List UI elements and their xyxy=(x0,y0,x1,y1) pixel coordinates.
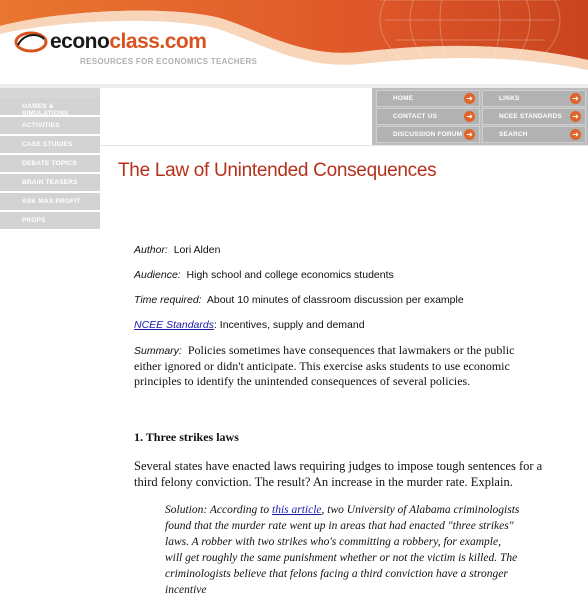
sidebar-item-ask-max-profit[interactable] xyxy=(0,193,100,211)
sidebar-item-label: PROPS xyxy=(22,217,46,224)
solution-label: Solution: According to xyxy=(165,504,273,516)
summary-label: Summary: xyxy=(134,345,182,357)
sidebar-item-brain-teasers[interactable] xyxy=(0,174,100,192)
section-1-question: Several states have enacted laws requiring judges to impose tough sentences for a third felony conviction. The result? An increase in the murder rate. Explain. xyxy=(134,459,543,489)
sidebar-item-games-simulations[interactable] xyxy=(0,98,100,116)
time-line xyxy=(134,294,464,306)
summary-paragraph xyxy=(134,343,534,389)
nav-search-button[interactable] xyxy=(482,126,586,143)
logo-text xyxy=(50,30,206,54)
arrow-right-icon: ➜ xyxy=(464,93,475,104)
arrow-right-icon: ➜ xyxy=(570,93,581,104)
logo-mark-icon xyxy=(14,31,48,53)
arrow-right-icon: ➜ xyxy=(464,111,475,122)
logo-text-part1: econo xyxy=(50,30,110,53)
nav-home-button[interactable] xyxy=(376,90,480,107)
sidebar-item-activities[interactable] xyxy=(0,117,100,135)
section-1-heading: 1. Three strikes laws xyxy=(134,430,239,444)
nav-ncee-label: NCEE STANDARDS xyxy=(499,113,562,120)
nav-contact-label: CONTACT US xyxy=(393,113,438,120)
header-divider xyxy=(100,145,588,146)
nav-links-button[interactable] xyxy=(482,90,586,107)
arrow-right-icon: ➜ xyxy=(464,129,475,140)
section-1-solution xyxy=(165,502,520,598)
sidebar-item-label: GAMES & SIMULATIONS xyxy=(22,103,69,117)
time-label: Time required: xyxy=(134,294,202,306)
standards-line xyxy=(134,319,365,331)
ncee-standards-link[interactable]: NCEE Standards xyxy=(134,319,214,331)
sidebar-item-label: CASE STUDIES xyxy=(22,141,73,148)
sidebar-item-props[interactable] xyxy=(0,212,100,230)
sidebar-item-label: ASK MAX PROFIT xyxy=(22,198,81,205)
sidebar-item-case-studies[interactable] xyxy=(0,136,100,154)
page-title: The Law of Unintended Consequences xyxy=(118,160,437,181)
audience-label: Audience: xyxy=(134,269,181,281)
site-logo[interactable] xyxy=(14,30,206,54)
sidebar-item-label: ACTIVITIES xyxy=(22,122,60,129)
site-header xyxy=(0,0,588,88)
nav-contact-button[interactable] xyxy=(376,108,480,125)
solution-text: , two University of Alabama criminologists found that the murder rate went up in areas that had enacted "three strikes" laws. A robber with two strikes who's committing a robbery, for example, will get roughly the same punishment whether or not the victim is killed. The criminologists believe that felons facing a third conviction have a stronger incentive xyxy=(165,504,520,596)
author-value: Lori Alden xyxy=(173,244,221,256)
standards-value: : Incentives, supply and demand xyxy=(213,319,365,331)
audience-value: High school and college economics students xyxy=(186,269,394,281)
left-sidebar xyxy=(0,88,100,600)
sidebar-item-label: DEBATE TOPICS xyxy=(22,160,77,167)
arrow-right-icon: ➜ xyxy=(570,129,581,140)
audience-line xyxy=(134,269,394,281)
summary-text: Policies sometimes have consequences that lawmakers or the public either ignored or didn't anticipate. This exercise asks students to use economic principles to identify the unintended consequences of several policies. xyxy=(134,343,515,388)
nav-discussion-forum-button[interactable] xyxy=(376,126,480,143)
nav-ncee-standards-button[interactable] xyxy=(482,108,586,125)
author-label: Author: xyxy=(134,244,168,256)
logo-text-part2: class.com xyxy=(109,30,207,53)
sidebar-item-label: BRAIN TEASERS xyxy=(22,179,78,186)
header-band xyxy=(100,88,372,146)
this-article-link[interactable]: this article xyxy=(272,504,322,516)
top-navigation xyxy=(372,88,588,146)
nav-forum-label: DISCUSSION FORUM xyxy=(393,131,463,138)
nav-home-label: HOME xyxy=(393,95,414,102)
site-tagline: RESOURCES FOR ECONOMICS TEACHERS xyxy=(80,57,258,66)
nav-links-label: LINKS xyxy=(499,95,520,102)
sidebar-item-debate-topics[interactable] xyxy=(0,155,100,173)
arrow-right-icon: ➜ xyxy=(570,111,581,122)
time-value: About 10 minutes of classroom discussion per example xyxy=(206,294,464,306)
nav-search-label: SEARCH xyxy=(499,131,528,138)
sidebar-top-bar xyxy=(0,88,100,98)
author-line xyxy=(134,244,220,256)
